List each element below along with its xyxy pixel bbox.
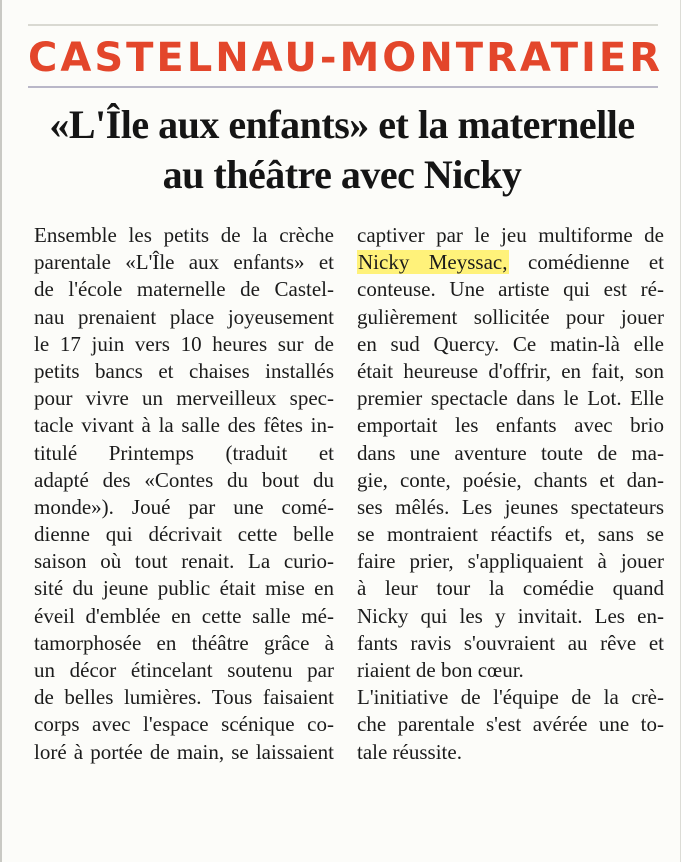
header-rule [28, 86, 658, 88]
article-line: un décor étincelant soutenu par [34, 658, 334, 682]
article-line: dienne qui décrivait cette belle [34, 522, 334, 547]
article-line: saison où tout renait. La curio- [34, 549, 334, 574]
article-line: pour vivre un merveilleux spec- [34, 386, 334, 411]
article-column-right-body [357, 276, 664, 765]
article-line: titulé Printemps (traduit et [34, 440, 334, 465]
article-line: ses mêlés. Les jeunes spectateurs [357, 494, 664, 519]
article-line-rest: comédienne et [508, 250, 664, 275]
highlighted-name: Nicky Meyssac, [358, 250, 508, 275]
article-line: de l'école maternelle de Castel- [34, 277, 334, 302]
article-line: tacle vivant à la salle des fêtes in- [34, 413, 334, 438]
article-line: dans une aventure toute de ma- [357, 440, 664, 465]
article-line: premier spectacle dans le Lot. Elle [357, 386, 664, 411]
article-line: de belles lumières. Tous faisaient [34, 685, 334, 710]
article-line: L'initiative de l'équipe de la crè- [357, 685, 664, 710]
article-line: se montraient réactifs et, sans se [357, 522, 664, 547]
article-column-right [357, 222, 664, 766]
article-line: gulièrement sollicitée pour jouer [357, 304, 664, 329]
article-line: captiver par le jeu multiforme de [357, 223, 664, 247]
article-line: petits bancs et chaises installés [34, 358, 334, 383]
headline-line-1: «L'Île aux enfants» et la maternelle [49, 102, 635, 147]
article-line: parentale «L'Île aux enfants» et [34, 250, 334, 275]
article-line: était heureuse d'offrir, en fait, son [357, 358, 664, 383]
article-line: emportait les enfants avec brio [357, 413, 664, 438]
article-line: en sud Quercy. Ce matin-là elle [357, 331, 664, 356]
article-line: corps avec l'espace scénique co- [34, 712, 334, 737]
article-column-left [34, 222, 334, 766]
article-line: tale réussite. [357, 739, 462, 764]
article-line: gie, conte, poésie, chants et dan- [357, 467, 664, 492]
article-line: éveil d'emblée en cette salle mé- [34, 603, 334, 628]
article-line: le 17 juin vers 10 heures sur de [34, 331, 334, 356]
headline-line-2: au théâtre avec Nicky [162, 152, 522, 197]
article-line: faire prier, s'appliquaient à jouer [357, 549, 664, 574]
article-line: sité du jeune public était mise en [34, 576, 334, 601]
article-line-with-highlight [357, 249, 664, 276]
article-line: adapté des «Contes du bout du [34, 467, 334, 492]
article-line: riaient de bon cœur. [357, 658, 524, 682]
top-rule [28, 24, 658, 26]
article-line: Nicky qui les y invitait. Les en- [357, 603, 664, 628]
article-line: monde»). Joué par une comé- [34, 494, 334, 519]
section-header: CASTELNAU-MONTRATIER [28, 35, 664, 81]
article-line: nau prenaient place joyeusement [34, 304, 334, 329]
article-line: loré à portée de main, se laissaient [34, 739, 334, 764]
article-line: fants ravis s'ouvraient au rêve et [357, 630, 664, 655]
article-line: conteuse. Une artiste qui est ré- [357, 277, 664, 302]
article-headline [22, 100, 662, 200]
article-line: à leur tour la comédie quand [357, 576, 664, 601]
article-line: tamorphosée en théâtre grâce à [34, 630, 334, 655]
article-line: Ensemble les petits de la crèche [34, 223, 334, 247]
article-line: che parentale s'est avérée une to- [357, 712, 664, 737]
